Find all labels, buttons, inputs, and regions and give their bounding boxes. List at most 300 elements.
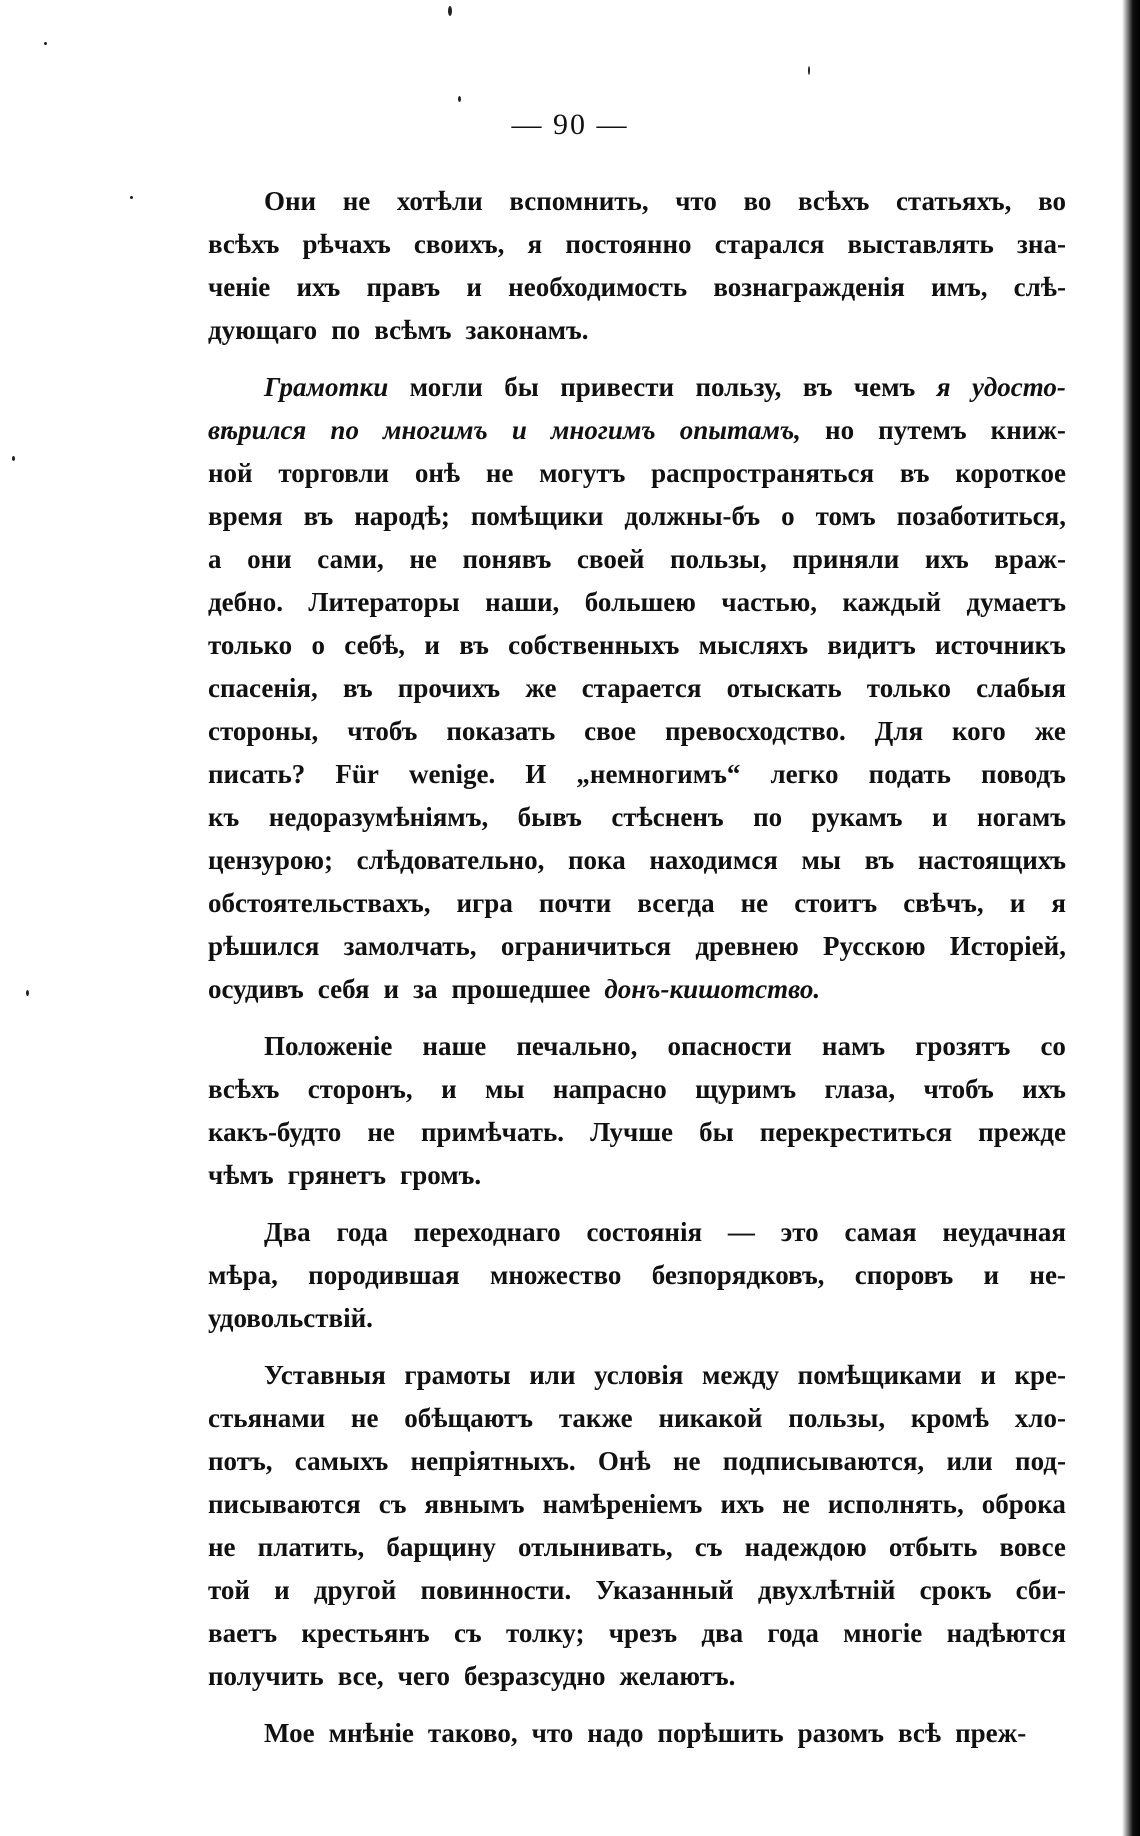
text-line [208,1483,1066,1526]
word: могутъ [539,458,626,488]
word: въ [459,630,489,660]
word: собственныхъ [508,630,680,660]
paragraph [208,1354,1066,1698]
word: настоящихъ [917,845,1066,875]
word: обѣщаютъ [404,1403,534,1433]
word: барщину [386,1532,496,1562]
word: всѣхъ [208,1074,280,1104]
word: дебно. [208,587,283,617]
word: ваетъ [208,1618,278,1648]
word: осудивъ [208,974,304,1004]
word: дующаго [208,315,318,345]
word: писать? [208,759,306,789]
word: свѣчъ, [903,888,984,918]
text-line [208,495,1066,538]
text-line [208,925,1066,968]
word: Лучше [590,1117,674,1147]
word: грянетъ [287,1160,386,1190]
word: и [466,272,482,302]
text-line [208,1712,1066,1755]
word: чемъ [853,372,916,402]
word: надѣются [946,1618,1066,1648]
word: короткое [955,458,1066,488]
word: не [740,888,769,918]
word: легко [770,759,839,789]
word: вспомнить, [509,186,649,216]
word: вовсе [999,1532,1066,1562]
word: своей [576,544,645,574]
word: должны-бъ [624,501,761,531]
word: прежде [978,1117,1066,1147]
word: ихъ [924,544,969,574]
word: Уставныя [264,1360,386,1390]
word: толку; [505,1618,585,1648]
text-line [208,1025,1066,1068]
text-line [208,1111,1066,1154]
page-number: — 90 — [511,108,629,141]
word: не [342,186,371,216]
word: необходимость [508,272,688,302]
word: что [675,186,717,216]
word: во [1038,186,1066,216]
word: wenige. [408,759,496,789]
word: мѣра, [208,1260,278,1290]
word: въ [802,372,833,402]
word: я [1051,888,1066,918]
word: ограничиться [500,931,672,961]
word: распространяться [651,458,875,488]
word: только [208,630,293,660]
word: самыхъ [294,1446,389,1476]
word: привести [560,372,675,402]
text-line [208,409,1066,452]
paragraph [208,1712,1066,1755]
word: разомъ [797,1718,884,1748]
italic-word: удосто- [971,372,1066,402]
word: не [350,1403,379,1433]
word: къ [208,802,240,832]
body-text [208,180,1066,1755]
text-line [208,839,1066,882]
word: своихъ, [413,229,505,259]
word: въ [864,845,895,875]
word: я [527,229,543,259]
word: Für [335,759,379,789]
word: въ [303,501,334,531]
word: условія [594,1360,684,1390]
word: получить [208,1661,324,1691]
word: кромѣ [910,1403,990,1433]
word: и [441,1074,457,1104]
word: книж- [990,415,1066,445]
word: состоянія [586,1217,703,1247]
word: все, [337,1661,384,1691]
word: года [336,1217,388,1247]
text-line [208,1211,1066,1254]
word: другой [313,1575,397,1605]
word: грозятъ [915,1031,1011,1061]
word: прочихъ [397,673,501,703]
text-line [208,1569,1066,1612]
word: удовольствій. [208,1303,373,1333]
word: крестьянъ [301,1618,430,1648]
word: напрасно [552,1074,667,1104]
word: наши, [485,587,560,617]
word: во [743,186,772,216]
word: они [247,544,292,574]
word: постоянно [565,229,692,259]
word: по [331,315,361,345]
text-line [208,366,1066,409]
word: щуримъ [695,1074,797,1104]
word: хотѣли [396,186,483,216]
word: Два [264,1217,311,1247]
word: ихъ [296,272,341,302]
word: старается [581,673,702,703]
word: намъ [821,1031,886,1061]
word: по [753,802,783,832]
text-line [208,1297,1066,1340]
text-line [208,796,1066,839]
word: стьянами [208,1403,326,1433]
word: выставлять [847,229,994,259]
word: таково, [427,1718,518,1748]
word: онѣ [414,458,461,488]
word: каждый [842,587,942,617]
word: сторонъ, [307,1074,413,1104]
word: оброка [981,1489,1066,1519]
word: имъ, [931,272,988,302]
word: ной [208,458,253,488]
word: приняли [792,544,900,574]
word: года [767,1618,819,1648]
paragraph-gap [208,1011,1066,1025]
text-line [208,710,1066,753]
text-line [208,538,1066,581]
word: чего [397,1661,450,1691]
word: или [946,1446,993,1476]
text-line [208,1612,1066,1655]
word: себѣ, [344,630,406,660]
word: въ [342,673,373,703]
word: мнѣніе [328,1718,414,1748]
word: кре- [1014,1360,1066,1390]
word: ихъ [720,1489,765,1519]
word: мы [485,1074,525,1104]
word: рукамъ [811,802,903,832]
italic-word: донъ-кишотство. [604,974,821,1004]
word: большею [584,587,696,617]
word: помѣщики [470,501,604,531]
word: повинности. [420,1575,572,1605]
word: и [983,1260,1000,1290]
word: пока [568,845,626,875]
word: надеждою [744,1532,867,1562]
text-line [208,1354,1066,1397]
word: что [531,1718,574,1748]
word: рѣчахъ [302,229,391,259]
word: только [866,673,951,703]
paragraph-gap [208,1340,1066,1354]
italic-word: опытамъ, [679,415,801,445]
word: это [780,1217,819,1247]
word: явнымъ [424,1489,525,1519]
word: со [1040,1031,1066,1061]
text-line [208,753,1066,796]
word: переходнаго [413,1217,561,1247]
word: громъ. [400,1160,482,1190]
word: слѣдовательно, [356,845,545,875]
word: и [424,630,440,660]
word: обстоятельствахъ, [208,888,431,918]
word: ченіе [208,272,271,302]
word: всѣхъ [798,186,870,216]
word: срокъ [919,1575,992,1605]
word: хло- [1014,1403,1066,1433]
word: желаютъ. [619,1661,736,1691]
word: не- [1029,1260,1066,1290]
word: недоразумѣніямъ, [268,802,489,832]
word: споровъ [854,1260,954,1290]
word: Для [874,716,924,746]
word: и [274,1575,290,1605]
text-line [208,1068,1066,1111]
word: о [781,501,795,531]
word: ногамъ [977,802,1066,832]
word: съ [694,1532,723,1562]
italic-word: и [511,415,527,445]
word: древнею [695,931,799,961]
word: же [525,673,557,703]
word: Мое [264,1718,315,1748]
word: не [485,458,514,488]
text-line [208,968,1066,1011]
word: кого [951,716,1006,746]
word: Они [264,186,317,216]
word: печально, [516,1031,638,1061]
word: под- [1015,1446,1066,1476]
word: отбыть [888,1532,978,1562]
paragraph-gap [208,352,1066,366]
word: рѣшился [208,931,320,961]
word: неудачная [942,1217,1066,1247]
word: почти [538,888,612,918]
word: и [383,974,400,1004]
word: частью, [721,587,818,617]
text-line [208,1655,1066,1698]
word: время [208,501,283,531]
word: себя [317,974,370,1004]
word: намѣреніемъ [542,1489,703,1519]
word: подать [868,759,951,789]
word: не [208,1532,236,1562]
word: потъ, [208,1446,273,1476]
word: — [727,1217,755,1247]
word: понявъ [462,544,552,574]
text-line [208,223,1066,266]
word: за [413,974,438,1004]
word: находимся [649,845,778,875]
word: народѣ; [354,501,450,531]
word: безразсудно [463,1661,606,1691]
word: Исторіей, [949,931,1066,961]
word: правъ [366,272,441,302]
word: два [701,1618,744,1648]
word: мысляхъ [698,630,809,660]
word: всѣ [897,1718,942,1748]
word: Указанный [595,1575,734,1605]
word: прошедшее [451,974,591,1004]
word: позаботиться, [896,501,1066,531]
word: глаза, [824,1074,896,1104]
word: породившая [308,1260,460,1290]
paragraph [208,1025,1066,1197]
word: чтобъ [923,1074,994,1104]
italic-word: Грамотки [264,372,389,402]
word: бы [699,1117,734,1147]
word: многіе [843,1618,923,1648]
print-speck [26,990,29,996]
word: а [208,544,222,574]
word: но [825,415,855,445]
text-line [208,581,1066,624]
book-spine-shadow [1122,0,1140,1836]
word: могли [409,372,483,402]
word: мы [801,845,841,875]
word: чѣмъ [208,1160,274,1190]
print-speck [44,42,47,45]
word: томъ [815,501,876,531]
word: сами, [317,544,384,574]
word: замолчать, [343,931,477,961]
word: И [525,759,547,789]
word: думаетъ [966,587,1066,617]
word: ихъ [1022,1074,1066,1104]
word: спасенія, [208,673,318,703]
word: и [1009,888,1026,918]
word: „немногимъ“ [576,759,741,789]
word: источникъ [935,630,1066,660]
text-line [208,667,1066,710]
italic-word: я [936,372,951,402]
paragraph [208,1211,1066,1340]
word: пользы, [788,1403,886,1433]
word: путемъ [878,415,967,445]
word: непріятныхъ. [410,1446,576,1476]
word: платить, [257,1532,365,1562]
word: преж- [955,1718,1027,1748]
word: отлынивать, [517,1532,673,1562]
word: стоитъ [794,888,878,918]
text-line [208,180,1066,223]
word: сби- [1015,1575,1066,1605]
word: пользы, [669,544,767,574]
word: и [980,1360,996,1390]
word: цензурою; [208,845,334,875]
word: законамъ. [465,315,589,345]
text-line [208,1440,1066,1483]
word: и [932,802,948,832]
word: не [672,1446,701,1476]
word: поводъ [981,759,1066,789]
word: о [311,630,325,660]
word: всѣмъ [374,315,452,345]
word: не [782,1489,810,1519]
italic-word: вѣрился [208,415,307,445]
word: чтобъ [347,716,418,746]
word: перекреститься [759,1117,953,1147]
text-line [208,624,1066,667]
word: зна- [1017,229,1066,259]
word: всегда [637,888,715,918]
word: опасности [667,1031,792,1061]
paragraph [208,180,1066,352]
word: игра [456,888,513,918]
word: надо [587,1718,644,1748]
word: стѣсненъ [611,802,724,832]
print-speck [12,456,15,461]
print-speck [130,196,133,199]
text-line [208,1154,1066,1197]
word: Литераторы [308,587,460,617]
word: слабыя [976,673,1066,703]
print-speck [808,66,810,75]
word: также [558,1403,633,1433]
word: подписываются, [722,1446,925,1476]
word: не [367,1117,395,1147]
word: же [1034,716,1066,746]
word: чрезъ [608,1618,678,1648]
word: слѣ- [1013,272,1066,302]
word: отыскать [726,673,842,703]
italic-word: по [330,415,359,445]
word: Онѣ [597,1446,651,1476]
word: наше [422,1031,487,1061]
word: Русскою [823,931,926,961]
print-speck [458,96,461,102]
word: стороны, [208,716,319,746]
word: свое [584,716,637,746]
word: съ [453,1618,482,1648]
print-speck [448,6,452,16]
word: грамоты [404,1360,511,1390]
word: безпорядковъ, [651,1260,825,1290]
word: торговли [278,458,390,488]
word: никакой [658,1403,763,1433]
text-line [208,1397,1066,1440]
word: видитъ [827,630,916,660]
italic-word: многимъ [550,415,656,445]
word: бывъ [517,802,582,832]
word: писываются [208,1489,361,1519]
text-line [208,309,1066,352]
text-line [208,882,1066,925]
word: двухлѣтній [757,1575,896,1605]
word: той [208,1575,250,1605]
word: пользу, [695,372,782,402]
word: всѣхъ [208,229,280,259]
text-line [208,1526,1066,1569]
word: помѣщиками [797,1360,962,1390]
word: между [701,1360,780,1390]
word: враж- [994,544,1066,574]
text-line [208,1254,1066,1297]
paragraph-gap [208,1698,1066,1712]
word: какъ-будто [208,1117,342,1147]
word: вознагражденія [713,272,905,302]
word: Положеніе [264,1031,393,1061]
word: бы [504,372,539,402]
